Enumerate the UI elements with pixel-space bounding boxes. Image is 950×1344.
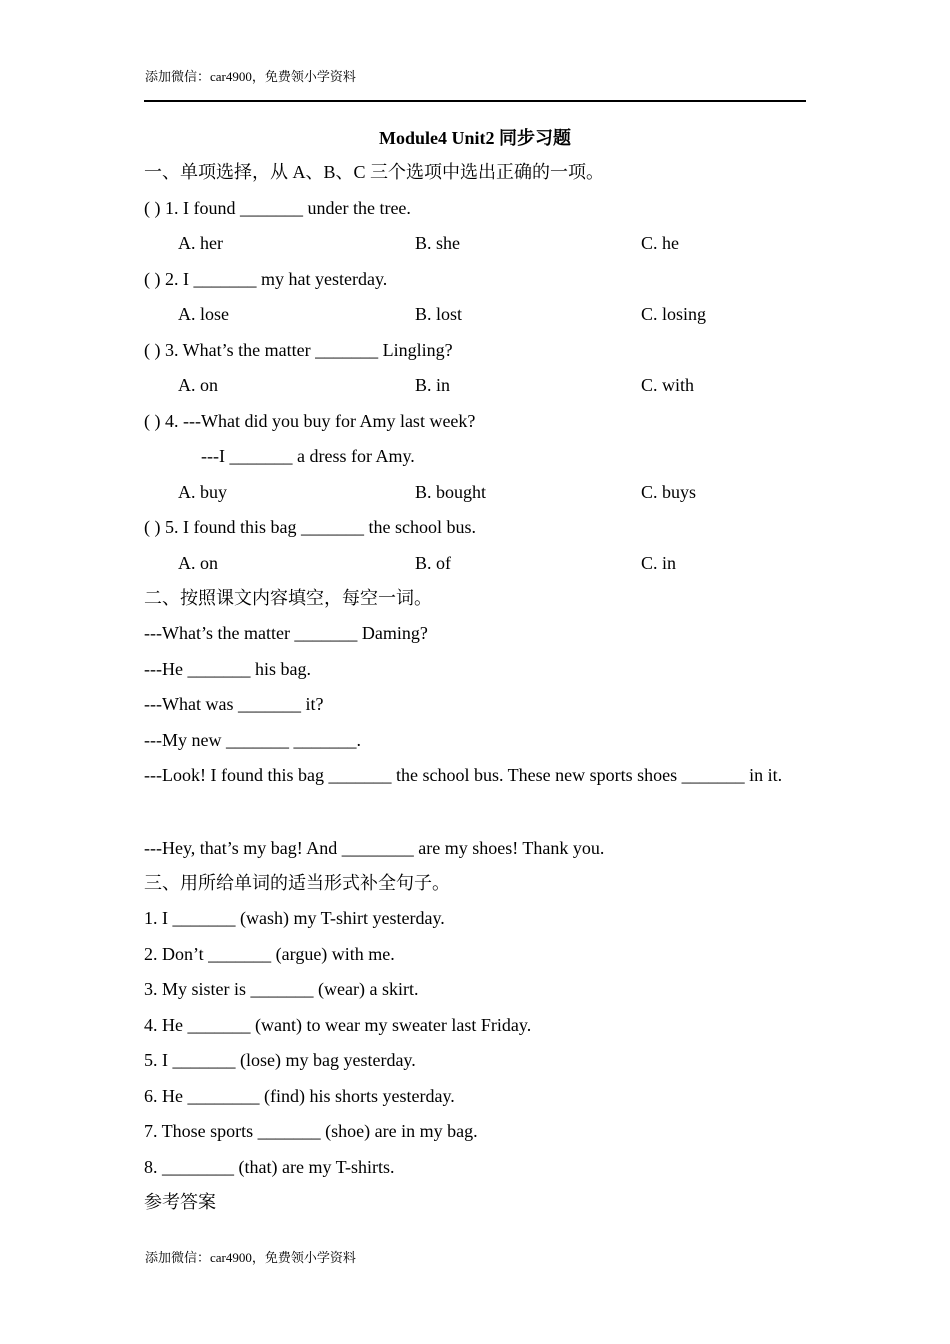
question-4-option-a: A. buy (178, 482, 227, 502)
fill-item-4: 4. He _______ (want) to wear my sweater last Friday. (144, 1015, 532, 1035)
section2-heading: 二、按照课文内容填空，每空一词。 (144, 588, 432, 608)
question-1-option-c: C. he (641, 233, 679, 253)
dialogue-line-1: ---What’s the matter _______ Daming? (144, 623, 428, 643)
question-3-option-c: C. with (641, 375, 695, 395)
question-1-stem: ( ) 1. I found _______ under the tree. (144, 198, 411, 218)
dialogue-line-3: ---What was _______ it? (144, 694, 324, 714)
page-footer: 添加微信：car4900，免费领小学资料 (145, 1250, 356, 1265)
question-4-option-b: B. bought (415, 482, 487, 502)
fill-item-5: 5. I _______ (lose) my bag yesterday. (144, 1050, 416, 1070)
fill-item-7: 7. Those sports _______ (shoe) are in my bag. (144, 1121, 478, 1141)
question-4-stem: ( ) 4. ---What did you buy for Amy last week? (144, 411, 476, 431)
dialogue-line-4: ---My new _______ _______. (144, 730, 361, 750)
question-4-stem-reply: ---I _______ a dress for Amy. (201, 446, 415, 466)
fill-item-8: 8. ________ (that) are my T-shirts. (144, 1157, 395, 1177)
question-5-stem: ( ) 5. I found this bag _______ the school bus. (144, 517, 476, 537)
question-3-option-a: A. on (178, 375, 218, 395)
question-2-stem: ( ) 2. I _______ my hat yesterday. (144, 269, 388, 289)
question-1-option-a: A. her (178, 233, 223, 253)
question-5-option-a: A. on (178, 553, 218, 573)
question-2-option-c: C. losing (641, 304, 707, 324)
question-1-option-b: B. she (415, 233, 460, 253)
fill-item-1: 1. I _______ (wash) my T-shirt yesterday. (144, 908, 445, 928)
question-5-option-c: C. in (641, 553, 677, 573)
dialogue-line-5: ---Look! I found this bag _______ the school bus. These new sports shoes _______ in it. (144, 765, 783, 785)
dialogue-line-2: ---He _______ his bag. (144, 659, 311, 679)
fill-item-6: 6. He ________ (find) his shorts yesterday. (144, 1086, 455, 1106)
header-divider (144, 100, 806, 102)
dialogue-line-6: ---Hey, that’s my bag! And ________ are my shoes! Thank you. (144, 838, 605, 858)
question-2-option-b: B. lost (415, 304, 463, 324)
page-header: 添加微信：car4900，免费领小学资料 (145, 69, 356, 84)
question-5-option-b: B. of (415, 553, 451, 573)
fill-item-3: 3. My sister is _______ (wear) a skirt. (144, 979, 419, 999)
question-3-stem: ( ) 3. What’s the matter _______ Lingling? (144, 340, 453, 360)
question-4-option-c: C. buys (641, 482, 697, 502)
question-2-option-a: A. lose (178, 304, 229, 324)
fill-item-2: 2. Don’t _______ (argue) with me. (144, 944, 395, 964)
section3-heading: 三、用所给单词的适当形式补全句子。 (144, 873, 450, 893)
page-title: Module4 Unit2 同步习题 (378, 128, 571, 148)
section1-heading: 一、单项选择，从 A、B、C 三个选项中选出正确的一项。 (144, 162, 605, 182)
question-3-option-b: B. in (415, 375, 451, 395)
answer-heading: 参考答案 (144, 1192, 216, 1212)
